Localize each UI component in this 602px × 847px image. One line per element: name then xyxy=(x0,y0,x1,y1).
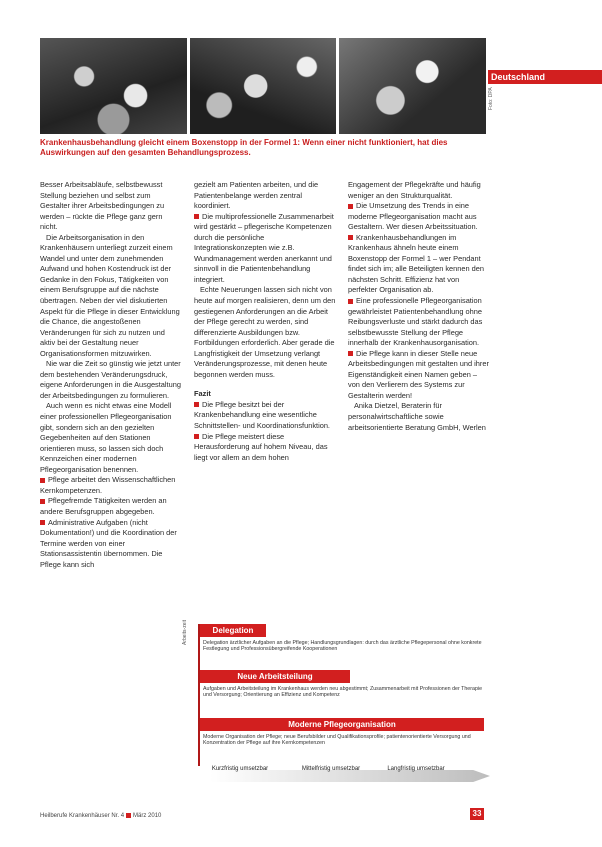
pitstop-photo-2 xyxy=(190,38,337,134)
tick-kurzfristig: Kurzfristig umsetzbar xyxy=(211,766,269,772)
footer-date: März 2010 xyxy=(133,813,162,820)
photo-strip xyxy=(40,38,486,134)
diagram-y-label: Arbeits-zeit xyxy=(182,620,188,646)
page-footer xyxy=(40,813,161,819)
paragraph: Anika Dietzel, Beraterin für personalwirtschaftliche sowie arbeitsorientierte Beratung GmbH, Werlen xyxy=(348,401,486,432)
page-number: 33 xyxy=(470,808,484,820)
bullet-item: Krankenhausbehandlungen im Krankenhaus ähneln heute einem Boxenstopp der Formel 1 – wer Pendant findet sich im; alle Beteiligten kennen den nächsten Schritt. Effizienz hat von perfekter Organisation ab. xyxy=(348,233,490,296)
paragraph: Besser Arbeitsabläufe, selbstbewusst Stellung beziehen und selbst zum Gestalter ihrer Arbeitsbedingungen zu werden – rückte die Pflege ganz gern nicht. xyxy=(40,180,165,232)
organisation-diagram xyxy=(182,620,493,790)
fazit-heading: Fazit xyxy=(194,389,211,399)
level-text: Moderne Organisation der Pflege; neue Berufsbilder und Qualifikationsprofile; patientenorientierte Versorgung und Konzentration der Pflege auf ihre Kernkompetenzen xyxy=(203,734,471,747)
level-title: Neue Arbeitsteilung xyxy=(200,670,350,683)
section-tab: Deutschland xyxy=(488,70,602,84)
footer-publication: Heilberufe Krankenhäuser Nr. 4 xyxy=(40,813,125,820)
paragraph: gezielt am Patienten arbeiten, und die Patientenbelange werden zentral koordiniert. xyxy=(194,180,319,211)
paragraph: Auch wenn es nicht etwas eine Modell einer professionellen Pflegeorganisation gibt, sondern sich an den gezielten Gegebenheiten auf den Stationen orientieren muss, so lassen sich doch Kennzeichen einer modernen Pflegeorganisation benennen. xyxy=(40,401,172,474)
level-neue-arbeitsteilung xyxy=(200,670,350,683)
bullet-item: Die Pflege kann in dieser Stelle neue Arbeitsbedingungen mit gestalten und ihrer Eigenständigkeit einen Namen geben – von den Verlierern des Systems zur Gestalterin werden! xyxy=(348,348,489,400)
bullet-item: Die Umsetzung des Trends in eine moderne Pflegeorganisation macht aus Gestaltern. Wer diesen Arbeitssituation. xyxy=(348,201,490,233)
bullet-item: Die multiprofessionelle Zusammenarbeit wird gestärkt – pflegerische Kompetenzen durch die persönliche Integrationskonzepten wie z.B. Wundmanagement werden anerkannt und sinnvoll in die Patientenbehandlung integriert. xyxy=(194,212,336,286)
tick-mittelfristig: Mittelfristig umsetzbar xyxy=(301,766,361,772)
pitstop-photo-1 xyxy=(40,38,187,134)
level-delegation-box xyxy=(200,624,266,637)
vertical-axis xyxy=(198,624,200,766)
paragraph: Die Arbeitsorganisation in den Krankenhäusern unterliegt zurzeit einem Wandel und unter dem zunehmenden Aufwand und hohen Kostendruck ist der Gedanke in den Fokus, Tätigkeiten von einem Berufsgruppe auf die nächste übertragen. Neben der viel diskutierten Aspekt für die Pflege in dieser Entwicklung die Chance, die angestoßenen Veränderungen für sich zu nutzen und aktiv bei der Gestaltung neuer Organisationsformen mitzuwirken. xyxy=(40,232,180,358)
article-body xyxy=(40,180,490,570)
bullet-item: Die Pflege meistert diese Herausforderung auf hohem Niveau, das liegt vor allem an dem hohen xyxy=(194,432,336,464)
bullet-item: Pflegefremde Tätigkeiten werden an andere Berufsgruppen abgegeben. xyxy=(40,496,182,517)
pitstop-photo-3 xyxy=(339,38,486,134)
paragraph: Echte Neuerungen lassen sich nicht von heute auf morgen realisieren, denn um den gestiegenen Anforderungen an die Arbeit der Pflege gerecht zu werden, sind differenzierte Ausbildungen bzw. Fortbildungen erforderlich. Aber gerade die Langfristigkeit der Umsetzung verlangt Veränderungsprozesse, mit denen heute begonnen werden muss. xyxy=(194,285,336,379)
level-moderne-pflegeorganisation xyxy=(200,718,484,731)
article-column-3 xyxy=(348,180,490,570)
article-column-2 xyxy=(194,180,336,570)
paragraph: Nie war die Zeit so günstig wie jetzt unter dem bestehenden Veränderungsdruck, eigene Anforderungen in die Ausgestaltung der Arbeitsbedingungen zu formulieren. xyxy=(40,359,181,400)
photo-credit: Foto: DPA xyxy=(488,87,494,110)
level-title: Delegation xyxy=(200,624,266,637)
bullet-item: Eine professionelle Pflegeorganisation gewährleistet Patientenbehandlung ohne Reibungsverluste und stärkt dadurch das selbstbewusste Stellung der Pflege innerhalb der Krankenhausorganisation. xyxy=(348,296,490,349)
level-text: Delegation ärztlicher Aufgaben an die Pflege; Handlungsgrundlagen: durch das ärztliche Pflegepersonal ohne konkrete Festlegung und Professionsübergreifende Kooperationen xyxy=(203,640,482,653)
tick-langfristig: Langfristig umsetzbar xyxy=(387,766,445,772)
photo-caption: Krankenhausbehandlung gleicht einem Boxenstopp in der Formel 1: Wenn einer nicht funktioniert, hat dies Auswirkungen auf den gesamten Behandlungsprozess. xyxy=(40,138,448,157)
level-title: Moderne Pflegeorganisation xyxy=(200,718,484,731)
article-column-1 xyxy=(40,180,182,570)
bullet-item: Die Pflege besitzt bei der Krankenbehandlung eine wesentliche Schnittstellen- und Koordinationsfunktion. xyxy=(194,400,336,432)
level-text: Aufgaben und Arbeitsteilung im Krankenhaus werden neu abgestimmt; Zusammenarbeit mit Professionen der Therapie und Versorgung; Orientierung an Effizienz und Kompetenz xyxy=(203,686,483,699)
footer-square-icon xyxy=(126,813,131,818)
paragraph: Engagement der Pflegekräfte und häufig weniger an den Strukturqualität. xyxy=(348,180,481,200)
bullet-item: Administrative Aufgaben (nicht Dokumentation!) und die Koordination der Termine werden von einer Stationsassistentin übernommen. Die Pflege kann sich xyxy=(40,518,182,571)
bullet-item: Pflege arbeitet den Wissenschaftlichen Kernkompetenzen. xyxy=(40,475,182,496)
